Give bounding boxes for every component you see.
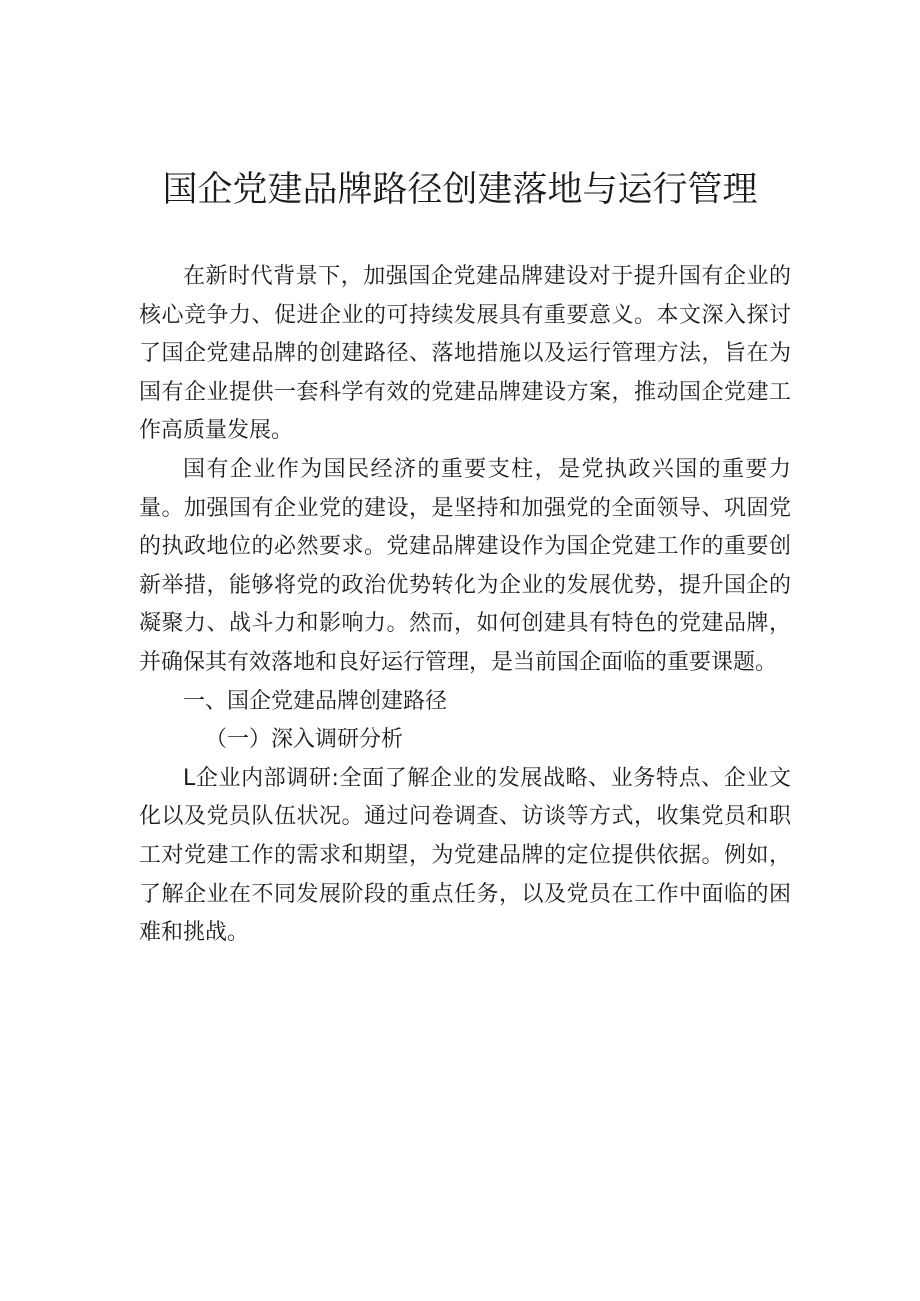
item-paragraph: [139, 760, 791, 953]
section-heading: 一、国企党建品牌创建路径: [183, 688, 448, 714]
document-body: [139, 258, 791, 953]
subsection-heading: （一）深入调研分析: [205, 727, 404, 753]
document-title: 国企党建品牌路径创建落地与运行管理: [162, 170, 758, 210]
item-label: L企业内部调研:: [183, 765, 339, 791]
background-paragraph: 国有企业作为国民经济的重要支柱，是党执政兴国的重要力量。加强国有企业党的建设，是坚持和加强党的全面领导、巩固党的执政地位的必然要求。党建品牌建设作为国企党建工作的重要创新举措，能够将党的政治优势转化为企业的发展优势，提升国企的凝聚力、战斗力和影响力。然而，如何创建具有特色的党建品牌，并确保其有效落地和良好运行管理，是当前国企面临的重要课题。: [139, 456, 791, 675]
item-text: 全面了解企业的发展战略、业务特点、企业文化以及党员队伍状况。通过问卷调查、访谈等方式，收集党员和职工对党建工作的需求和期望，为党建品牌的定位提供依据。例如，了解企业在不同发展阶段的重点任务，以及党员在工作中面临的困难和挑战。: [139, 765, 791, 946]
intro-paragraph: 在新时代背景下，加强国企党建品牌建设对于提升国有企业的核心竞争力、促进企业的可持续发展具有重要意义。本文深入探讨了国企党建品牌的创建路径、落地措施以及运行管理方法，旨在为国有企业提供一套科学有效的党建品牌建设方案，推动国企党建工作高质量发展。: [139, 264, 791, 444]
